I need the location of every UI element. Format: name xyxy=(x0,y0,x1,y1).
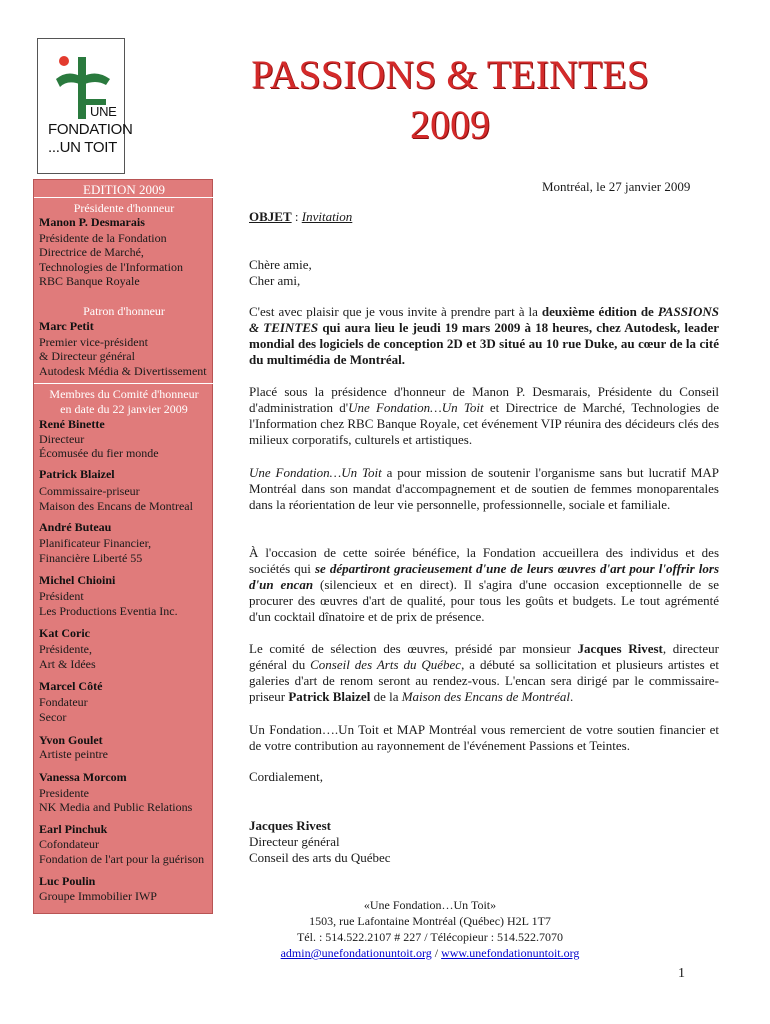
logo xyxy=(37,38,133,174)
footer-org: «Une Fondation…Un Toit» xyxy=(363,898,497,912)
closing: Cordialement, xyxy=(249,769,324,784)
member-name: André Buteau xyxy=(39,520,112,534)
letter-date: Montréal, le 27 janvier 2009 xyxy=(542,179,691,194)
greeting-2: Cher ami, xyxy=(249,273,301,288)
member-line: RBC Banque Royale xyxy=(39,274,140,288)
member-line: Fondation de l'art pour la guérison xyxy=(39,852,205,866)
member-line: & Directeur général xyxy=(39,349,135,363)
signature-org: Conseil des arts du Québec xyxy=(249,850,391,865)
member-line: Écomusée du fier monde xyxy=(39,446,159,460)
signature-title: Directeur général xyxy=(249,834,340,849)
member-line: Technologies de l'Information xyxy=(39,260,183,274)
paragraph-auction: À l'occasion de cette soirée bénéfice, la Fondation accueillera des individus et des sociétés qui se départiront gracieusement d'une de leurs œuvres d'art pour l'offrir lors d'un encan (silencieux et en direct). Il s'agira d'une occasion exceptionnelle de se procurer des œuvres d'art de qualité, pour tous les goûts et budgets. Le tout agrémenté d'un cocktail dînatoire et de prix de présence. xyxy=(249,545,720,624)
sidebar-edition: EDITION 2009 xyxy=(83,182,165,197)
paragraph-mission: Une Fondation…Un Toit a pour mission de soutenir l'organisme sans but lucratif MAP Montréal dans son mandat d'accompagnement et de soutien de femmes monoparentales dans la réorientation de leur vie personnelle, professionnelle, sociale et familiale. xyxy=(249,465,719,512)
member-line: Financière Liberté 55 xyxy=(39,551,143,565)
signature-name: Jacques Rivest xyxy=(249,818,331,833)
section-heading: Présidente d'honneur xyxy=(73,201,175,215)
page-title xyxy=(180,50,720,150)
letter-subject: OBJET : Invitation xyxy=(249,209,353,224)
honour-committee-sidebar xyxy=(33,179,213,914)
email-link[interactable]: admin@unefondationuntoit.org xyxy=(280,946,432,960)
logo-text-fondation: FONDATION xyxy=(48,121,133,138)
section-heading: Patron d'honneur xyxy=(83,304,165,318)
paragraph-presidency: Placé sous la présidence d'honneur de Manon P. Desmarais, Présidente du Conseil d'administration d'Une Fondation…Un Toit et Directrice de Marché, Technologies de l'Information chez RBC Banque Royale, cet événement VIP réunira des décideurs clés des milieux corporatifs, culturels et artistiques. xyxy=(249,384,719,447)
member-line: Planificateur Financier, xyxy=(39,536,152,550)
website-link[interactable]: www.unefondationuntoit.org xyxy=(441,946,580,960)
member-line: Cofondateur xyxy=(39,837,99,851)
member-line: Présidente, xyxy=(39,642,92,656)
member-line: Président xyxy=(39,589,84,603)
member-name: Luc Poulin xyxy=(39,874,96,888)
member-line: Directeur xyxy=(39,432,85,446)
member-line: Groupe Immobilier IWP xyxy=(39,889,157,903)
member-line: Présidente de la Fondation xyxy=(39,231,167,245)
greeting-1: Chère amie, xyxy=(249,257,312,272)
title-line-2: 2009 xyxy=(410,102,490,147)
member-line: Art & Idées xyxy=(39,657,96,671)
paragraph-invitation: C'est avec plaisir que je vous invite à prendre part à la deuxième édition de PASSIONS & TEINTES qui aura lieu le jeudi 19 mars 2009 à 18 heures, chez Autodesk, leader mondial des logiciels de conception 2D et 3D situé au 10 rue Duke, au cœur de la cité du multimédia de Montréal. xyxy=(249,304,720,367)
member-name: René Binette xyxy=(39,417,105,431)
paragraph-committee: Le comité de sélection des œuvres, présidé par monsieur Jacques Rivest, directeur général du Conseil des Arts du Québec, a débuté sa sollicitation et plusieurs artistes et galeries d'art de renom seront au rendez-vous. L'encan sera dirigé par le commissaire-priseur Patrick Blaizel de la Maison des Encans de Montréal. xyxy=(249,641,719,704)
member-line: Presidente xyxy=(39,786,89,800)
logo-text-untoit: ...UN TOIT xyxy=(48,139,117,156)
member-name: Yvon Goulet xyxy=(39,733,103,747)
member-line: Premier vice-président xyxy=(39,335,148,349)
member-line: Commissaire-priseur xyxy=(39,484,140,498)
member-name: Patrick Blaizel xyxy=(39,467,115,481)
page-number: 1 xyxy=(678,966,685,981)
member-line: Directrice de Marché, xyxy=(39,245,144,259)
member-line: Fondateur xyxy=(39,695,88,709)
section-subheading: en date du 22 janvier 2009 xyxy=(60,402,188,416)
member-name: Marc Petit xyxy=(39,319,94,333)
member-line: Secor xyxy=(39,710,67,724)
member-name: Michel Chioini xyxy=(39,573,116,587)
logo-text-une: UNE xyxy=(90,104,117,119)
member-name: Vanessa Morcom xyxy=(39,770,127,784)
member-line: NK Media and Public Relations xyxy=(39,800,193,814)
member-name: Earl Pinchuk xyxy=(39,822,108,836)
member-name: Manon P. Desmarais xyxy=(39,215,145,229)
footer-contact: admin@unefondationuntoit.org / www.unefondationuntoit.org xyxy=(280,946,580,960)
member-line: Autodesk Média & Divertissement xyxy=(39,364,207,378)
member-line: Les Productions Eventia Inc. xyxy=(39,604,178,618)
member-line: Artiste peintre xyxy=(39,747,108,761)
section-heading: Membres du Comité d'honneur xyxy=(49,387,199,401)
footer-address: 1503, rue Lafontaine Montréal (Québec) H2L 1T7 xyxy=(309,914,551,928)
footer-phone: Tél. : 514.522.2107 # 227 / Télécopieur : 514.522.7070 xyxy=(296,930,564,944)
member-name: Marcel Côté xyxy=(39,679,103,693)
member-line: Maison des Encans de Montreal xyxy=(39,499,193,513)
paragraph-thanks: Un Fondation….Un Toit et MAP Montréal vous remercient de votre soutien financier et de votre contribution au rayonnement de l'événement Passions et Teintes. xyxy=(249,722,719,753)
member-name: Kat Coric xyxy=(39,626,90,640)
title-line-1: PASSIONS & TEINTES xyxy=(251,52,649,97)
